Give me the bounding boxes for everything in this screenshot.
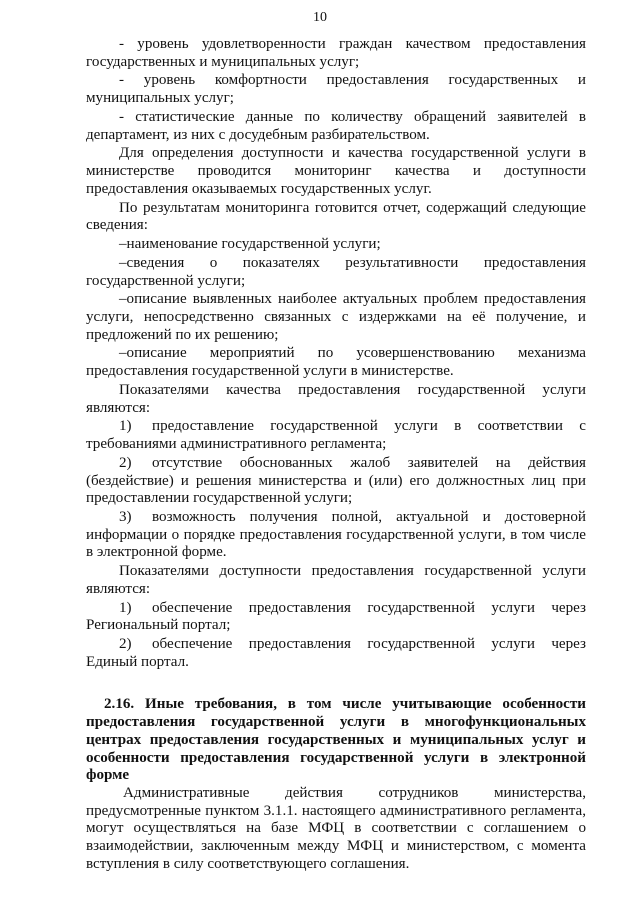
quality-item [86,509,586,562]
item-text: возможность получения полной, актуальной и достоверной информации о порядке предоставления государственной услуги, в том числе в электронной форме. [86,509,586,561]
paragraph: Показателями качества предоставления государственной услуги являются: [86,381,586,416]
item-text: обеспечение предоставления государственной услуги через Единый портал. [86,636,586,670]
item-number: 2) [119,636,132,653]
quality-item [86,455,586,508]
list-item: –описание мероприятий по усовершенствованию механизма предоставления государственной услуги в министерстве. [86,345,586,380]
paragraph: Для определения доступности и качества государственной услуги в министерстве проводится мониторинг качества и доступности предоставления оказываемых государственных услуг. [86,145,586,197]
paragraph: - уровень комфортности предоставления государственных и муниципальных услуг; [86,72,586,107]
document-body [86,36,586,874]
paragraph: Административные действия сотрудников министерства, предусмотренные пунктом 3.1.1. настоящего административного регламента, могут осуществляться на базе МФЦ в соответствии с соглашением о взаимодействии, заключенным между МФЦ и министерством, с момента вступления в силу соответствующего соглашения. [86,785,586,872]
quality-item [86,418,586,453]
item-number: 3) [119,509,132,525]
item-number: 2) [119,454,132,471]
item-text: предоставление государственной услуги в соответствии с требованиями административного регламента; [86,418,586,453]
list-item: –сведения о показателях результативности предоставления государственной услуги; [86,254,586,289]
item-number: 1) [119,418,132,435]
paragraph: По результатам мониторинга готовится отчет, содержащий следующие сведения: [86,199,586,234]
availability-item [86,600,586,635]
page-number: 10 [313,10,327,25]
section-heading: 2.16. Иные требования, в том числе учитывающие особенности предоставления государственной услуги в многофункциональных центрах предоставления государственных и муниципальных услуг и особенности предоставления государственной услуги в электронной форме [86,696,586,784]
paragraph: - статистические данные по количеству обращений заявителей в департамент, из них с досудебным разбирательством. [86,108,586,143]
item-number: 1) [119,599,132,616]
paragraph: - уровень удовлетворенности граждан качеством предоставления государственных и муниципальных услуг; [86,36,586,70]
paragraph: Показателями доступности предоставления государственной услуги являются: [86,563,586,597]
list-item: –описание выявленных наиболее актуальных проблем предоставления услуги, непосредственно связанных с издержками на её получение, и предложений по их решению; [86,291,586,343]
list-item: –наименование государственной услуги; [119,236,381,253]
availability-item [86,636,586,671]
item-text: отсутствие обоснованных жалоб заявителей на действия (бездействие) и решения министерства и (или) его должностных лиц при предоставлении государственной услуги; [86,454,586,507]
item-text: обеспечение предоставления государственной услуги через Региональный портал; [86,599,586,634]
